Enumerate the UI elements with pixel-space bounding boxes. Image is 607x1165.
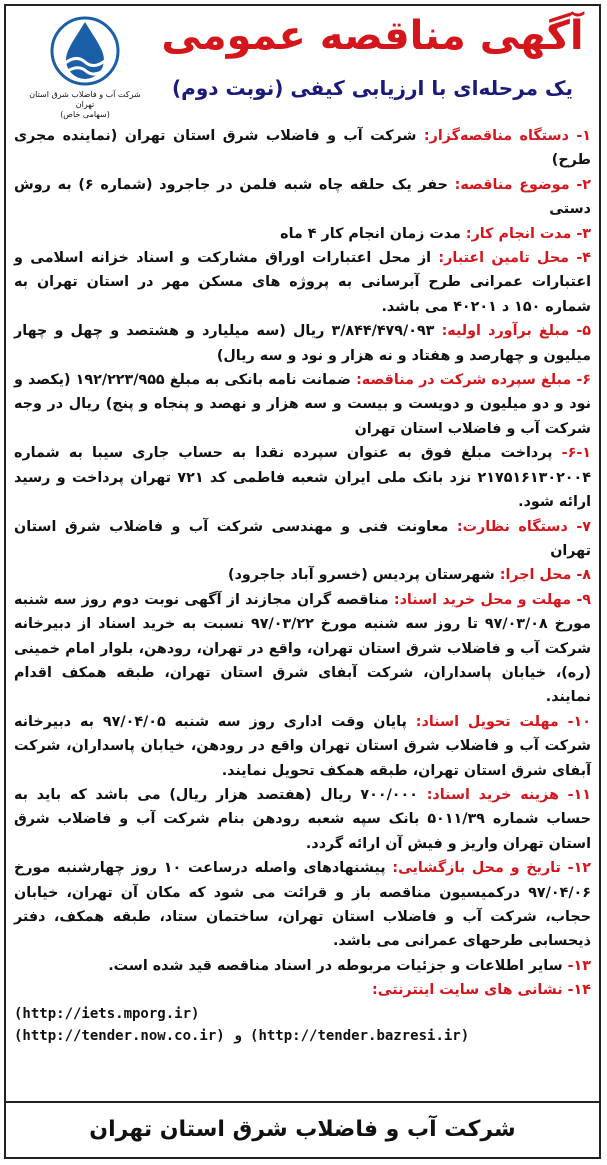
item-text: پیشنهادهای واصله درساعت ۱۰ روز چهارشنبه مورخ ۹۷/۰۴/۰۶ درکمیسیون مناقصه باز و قرائت می شود که مکان آن تهران، خیابان حجاب، شرکت آب و فاضلاب استان تهران، ساختمان ستاد، طبقه همکف، دفتر ذیحسابی طرحهای عمرانی می باشد. [14,860,591,950]
item-label: ۳- مدت انجام کار: [465,225,591,242]
item-label: ۵- مبلغ برآورد اولیه: [441,323,591,340]
website-url-2[interactable]: (http://tender.now.co.ir) و (http://tender.bazresi.ir) [14,1027,470,1044]
item-label: ۸- محل اجرا: [499,567,591,584]
item-1 [14,124,591,173]
item-text: حفر یک حلقه چاه شبه فلمن در جاجرود (شماره ۶) به روش دستی [14,176,591,218]
item-text: پرداخت مبلغ فوق به عنوان سپرده نقدا به حساب جاری سیبا به شماره ۲۱۷۵۱۶۱۳۰۲۰۰۴ نزد بانک ملی ایران شعبه فاطمی کد ۷۲۱ تهران پرداخت و رسید ارائه شود. [14,445,591,511]
item-12 [14,856,591,954]
item-text: مناقصه گران مجازند از آگهی نوبت دوم روز سه شنبه مورخ ۹۷/۰۳/۰۸ تا روز سه شنبه مورخ ۹۷/۰۳/۲۲ نسبت به خرید اسناد از دبیرخانه شرکت آب و فاضلاب شرق استان تهران، واقع در تهران، رودهن، بلوار امام خمینی (ره)، خیابان پاسداران، شرکت آبفای شرق استان تهران، طبقه همکف اقدام نمایند. [14,591,591,706]
item-text: از محل اعتبارات اوراق مشارکت و اسناد خزانه اسلامی و اعتبارات عمرانی طرح آبرسانی به پروژه های مسکن مهر در استان تهران به شماره ۱۵۰ د ۴۰۲۰۱ می باشد. [14,250,591,315]
notice-header [6,6,599,124]
item-9 [14,588,591,710]
item-14 [14,978,591,1002]
item-label: ۴- محل تامین اعتبار: [438,250,591,267]
item-2 [14,173,591,222]
item-text: معاونت فنی و مهندسی شرکت آب و فاضلاب شرق استان تهران [14,518,591,559]
item-label: ۱۱- هزینه خرید اسناد: [426,786,591,803]
item-11 [14,783,591,856]
item-text: پایان وقت اداری روز سه شنبه ۹۷/۰۴/۰۵ به دبیرخانه شرکت آب و فاضلاب شرق استان تهران واقع در رودهن، خیابان پاسداران، شرکت آبفای شرق استان تهران، طبقه همکف تحویل نمایند. [14,713,591,779]
item-label: ۱۴- نشانی های سایت اینترنتی: [372,982,591,999]
company-logo [20,14,150,119]
item-label: ۱۲- تاریخ و محل بازگشایی: [392,860,592,877]
item-10 [14,710,591,783]
item-label: ۷- دستگاه نظارت: [456,518,591,535]
notice-body [6,124,599,1047]
item-3 [14,222,591,246]
notice-footer: شرکت آب و فاضلاب شرق استان تهران [6,1101,599,1157]
water-drop-logo-icon [50,14,120,88]
item-label: ۹- مهلت و محل خرید اسناد: [393,591,591,608]
item-label: ۱۰- مهلت تحویل اسناد: [415,713,591,730]
item-8 [14,563,591,587]
item-text: مدت زمان انجام کار ۴ ماه [280,225,466,242]
tender-notice [4,4,601,1159]
logo-company-type: (سهامی خاص) [60,110,110,119]
item-4 [14,246,591,319]
item-13 [14,954,591,978]
notice-subtitle: یک مرحله‌ای با ارزیابی کیفی (نوبت دوم) [172,76,573,100]
notice-title: آگهی مناقصه عمومی [161,13,584,59]
item-text: شهرستان پردیس (خسرو آباد جاجرود) [228,567,500,584]
item-6 [14,368,591,441]
item-label: ۱- دستگاه مناقصه‌گزار: [423,128,591,144]
item-text: شرکت آب و فاضلاب شرق استان تهران (نماینده مجری طرح) [14,128,591,169]
website-url-1[interactable]: (http://iets.mporg.ir) [14,1005,200,1022]
item-label: ۲- موضوع مناقصه: [454,176,592,193]
item-text: ضمانت نامه بانکی به مبلغ ۱۹۲/۲۲۳/۹۵۵ (یکصد و نود و دو میلیون و دویست و بیست و سه هزار و نهصد و پنجاه و پنج) ریال در وجه شرکت آب و فاضلاب استان تهران [14,372,591,437]
item-label: ۱۳- [567,957,591,974]
item-text: ۷۰۰/۰۰۰ ریال (هفتصد هزار ریال) می باشد که باید به حساب شماره ۵۰۱۱/۳۹ بانک سپه شعبه رودهن بنام شرکت آب و فاضلاب شرق استان تهران واریز و فیش آن ارائه گردد. [14,786,591,852]
item-7 [14,515,591,564]
item-6-1 [14,441,591,514]
item-5 [14,319,591,368]
logo-company-name: شرکت آب و فاضلاب شرق استان تهران [29,90,141,109]
item-label: ۶- مبلغ سپرده شرکت در مناقصه: [356,372,591,389]
item-label: ۶-۱- [561,445,591,462]
item-text: ۳/۸۴۴/۴۷۹/۰۹۳ ریال (سه میلیارد و هشتصد و چهل و چهار میلیون و چهارصد و هفتاد و نه هزار و نود و سه ریال) [14,323,591,364]
item-text: سایر اطلاعات و جزئیات مربوطه در اسناد مناقصه قید شده است. [108,957,568,974]
